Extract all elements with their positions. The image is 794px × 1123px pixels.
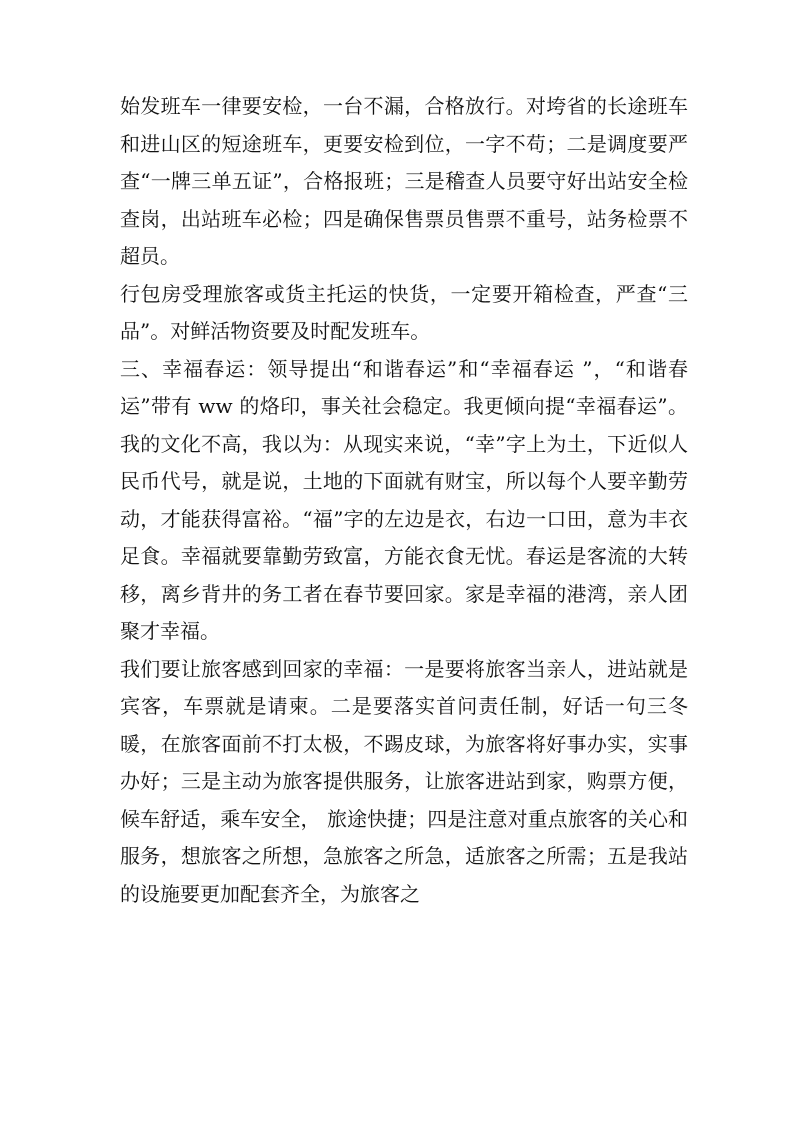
- paragraph-happy-spring-travel: 三、幸福春运：领导提出“和谐春运”和“幸福春运 ”，“和谐春运”带有 ww 的烙印，事关社会稳定。我更倾向提“幸福春运”。我的文化不高，我以为：从现实来说，“幸”字上为土，下近似人民币代号，就是说，土地的下面就有财宝，所以每个人要辛勤劳动，才能获得富裕。“福”字的左边是衣，右边一口田，意为丰衣足食。幸福就要靠勤劳致富，方能衣食无忧。春运是客流的大转移，离乡背井的务工者在春节要回家。家是幸福的港湾，亲人团聚才幸福。: [120, 356, 688, 643]
- document-body: [120, 88, 688, 913]
- paragraph-safety-inspection: 始发班车一律要安检，一台不漏，合格放行。对垮省的长途班车和进山区的短途班车，更要安检到位，一字不苟；二是调度要严查“一牌三单五证”，合格报班；三是稽查人员要守好出站安全检查岗，出站班车必检；四是确保售票员售票不重号，站务检票不超员。: [120, 94, 688, 268]
- paragraph-parcel-inspection: 行包房受理旅客或货主托运的快货，一定要开箱检查，严查“三品”。对鲜活物资要及时配发班车。: [120, 281, 688, 343]
- paragraph-passenger-service: 我们要让旅客感到回家的幸福：一是要将旅客当亲人，进站就是宾客，车票就是请柬。二是要落实首问责任制，好话一句三冬暖，在旅客面前不打太极，不踢皮球，为旅客将好事办实，实事办好；三是主动为旅客提供服务，让旅客进站到家，购票方便，候车舒适，乘车安全， 旅途快捷；四是注意对重点旅客的关心和服务，想旅客之所想，急旅客之所急，适旅客之所需；五是我站的设施要更加配套齐全，为旅客之: [120, 656, 688, 906]
